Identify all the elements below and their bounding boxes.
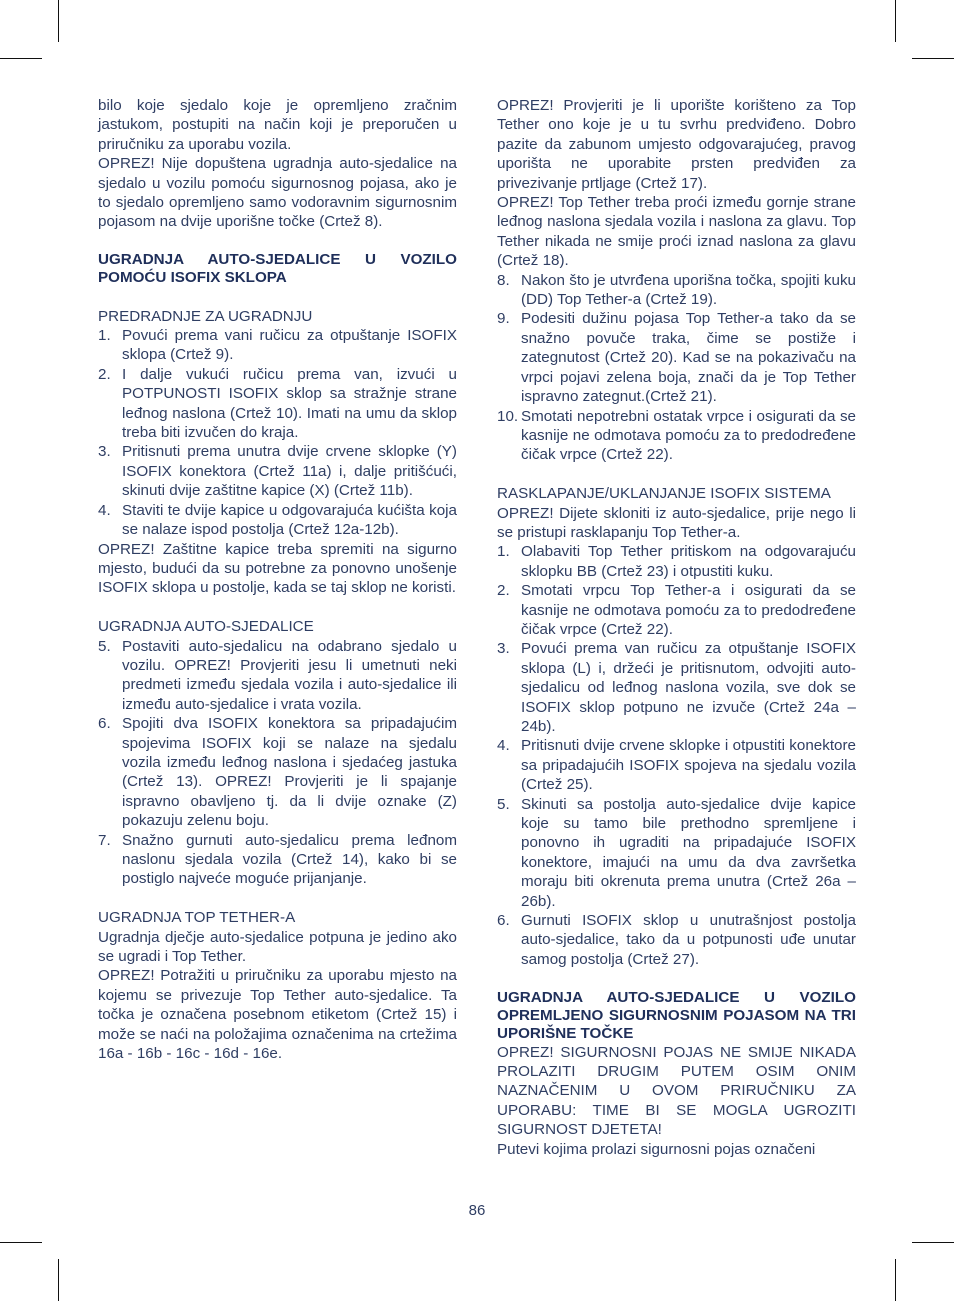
- list-item: 6. Gurnuti ISOFIX sklop u unutrašnjost postolja auto-sjedalice, tako da u potpunosti uđe unutar samog postolja (Crtež 27).: [497, 912, 856, 968]
- removal-steps: [497, 542, 856, 969]
- caution-paragraph: OPREZ! Top Tether treba proći između gornje strane leđnog naslona sjedala vozila i naslona za glavu. Top Tether nikada ne smije proći iznad naslona za glavu (Crtež 18).: [497, 194, 856, 270]
- list-item: 5. Postaviti auto-sjedalicu na odabrano sjedalo u vozilu. OPREZ! Provjeriti jesu li umetnuti neki predmeti između sjedala vozila i auto-sjedalice ili između auto-sjedalice i vrata vozila.: [98, 637, 457, 713]
- caution-paragraph: OPREZ! Nije dopuštena ugradnja auto-sjedalice na sjedalo u vozilu pomoću sigurnosnog pojasa, ako je to sjedalo opremljeno samo vodoravnim sigurnosnim pojasom na dvije uporišne točke (Crtež 8).: [98, 155, 457, 231]
- caution-paragraph: OPREZ! SIGURNOSNI POJAS NE SMIJE NIKADA PROLAZITI DRUGIM PUTEM OSIM ONIM NAZNAČENIM U OVOM PRIRUČNIKU ZA UPORABU: TIME BI SE MOGLA UGROZITI SIGURNOST DJETETA!: [497, 1043, 856, 1139]
- list-item: 4. Pritisnuti dvije crvene sklopke i otpustiti konektore sa pripadajućih ISOFIX spojeva na sjedalu vozila (Crtež 25).: [497, 737, 856, 794]
- list-item: 2. Smotati vrpcu Top Tether-a i osigurati da se kasnije ne odmotava pomoću za to predodređene čičak vrpce (Crtež 22).: [497, 582, 856, 638]
- caution-paragraph: OPREZ! Provjeriti je li uporište korišteno za Top Tether ono koje je u tu svrhu predviđeno. Dobro pazite da zabunom umjesto odgovarajućeg, pravog uporišta ne uporabite prsten predviđen za privezivanje prtljage (Crtež 17).: [497, 97, 856, 192]
- subheading-removal: RASKLAPANJE/UKLANJANJE ISOFIX SISTEMA: [497, 485, 831, 503]
- section-heading-isofix: UGRADNJA AUTO-SJEDALICE U VOZILO POMOĆU ISOFIX SKLOPA: [98, 251, 457, 287]
- list-item: 5. Skinuti sa postolja auto-sjedalice dvije kapice koje su tamo bile prethodno spremljene i ponovno ih ugraditi na pripadajuće ISOFIX konektore, imajući na umu da dva završetka moraju biti okrenuta prema unutra (Crtež 26a – 26b).: [497, 795, 856, 910]
- subheading-top-tether: UGRADNJA TOP TETHER-A: [98, 909, 296, 927]
- page-number: 86: [468, 1202, 486, 1219]
- crop-mark-br-v: [895, 1259, 896, 1301]
- subheading-installation: UGRADNJA AUTO-SJEDALICE: [98, 618, 314, 636]
- installation-steps: [98, 637, 457, 889]
- list-item: 3. Povući prema van ručicu za otpuštanje ISOFIX sklopa (L) i, držeći je pritisnutom, odvojiti auto-sjedalicu od leđnog naslona vozila, sve dok se ISOFIX sklop potpuno ne izvuče (Crtež 24a – 24b).: [497, 640, 856, 735]
- list-item: 8. Nakon što je utvrđena uporišna točka, spojiti kuku (DD) Top Tether-a (Crtež 19).: [497, 271, 856, 309]
- crop-mark-tr-v: [895, 0, 896, 42]
- intro-paragraph: bilo koje sjedalo koje je opremljeno zračnim jastukom, postupiti na način koji je preporučen u priručniku za uporabu vozila.: [98, 97, 457, 153]
- caution-paragraph: OPREZ! Zaštitne kapice treba spremiti na sigurno mjesto, budući da su potrebne za ponovno unošenje ISOFIX sklopa u postolje, kada se taj sklop ne koristi.: [98, 540, 457, 597]
- caution-paragraph: OPREZ! Potražiti u priručniku za uporabu mjesto na kojemu se privezuje Top Tether auto-sjedalice. Ta točka je označena posebnom etiketom (Crtež 15) i može se naći na položajima označenima na crtežima 16a - 16b - 16c - 16d - 16e.: [98, 967, 457, 1063]
- list-item: 1. Povući prema vani ručicu za otpuštanje ISOFIX sklopa (Crtež 9).: [98, 327, 457, 364]
- crop-mark-br-h: [912, 1242, 954, 1243]
- list-item: 3. Pritisnuti prema unutra dvije crvene sklopke (Y) ISOFIX konektora (Crtež 11a) i, dalje pritišćući, skinuti dvije zaštitne kapice (X) (Crtež 11b).: [98, 443, 457, 500]
- caution-paragraph: OPREZ! Dijete skloniti iz auto-sjedalice, prije nego li se pristupi rasklapanju Top Tether-a.: [497, 504, 856, 541]
- list-item: 4. Staviti te dvije kapice u odgovarajuća kućišta koja se nalaze ispod postolja (Crtež 12a-12b).: [98, 501, 457, 539]
- list-item: 10. Smotati nepotrebni ostatak vrpce i osigurati da se kasnije ne odmotava pomoću za to predodređene čičak vrpce (Crtež 22).: [497, 407, 856, 464]
- closing-line: Putevi kojima prolazi sigurnosni pojas označeni: [497, 1140, 816, 1158]
- crop-mark-bl-v: [58, 1259, 59, 1301]
- tether-steps: [497, 271, 856, 465]
- left-column: [98, 96, 457, 1063]
- tether-paragraph: Ugradnja dječje auto-sjedalice potpuna je jedino ako se ugradi i Top Tether.: [98, 928, 457, 965]
- subheading-preparation: PREDRADNJE ZA UGRADNJU: [98, 307, 313, 325]
- right-column: [497, 96, 856, 1159]
- list-item: 6. Spojiti dva ISOFIX konektora sa pripadajućim spojevima ISOFIX koji se nalaze na sjedalu vozila između leđnog naslona i sjedaćeg jastuka (Crtež 13). OPREZ! Provjeriti je li spajanje ispravno obavljeno tj. da li dvije oznake (Z) pokazuju zelenu boju.: [98, 715, 457, 830]
- crop-mark-tl-h: [0, 58, 42, 59]
- section-heading-belt: UGRADNJA AUTO-SJEDALICE U VOZILO OPREMLJENO SIGURNOSNIM POJASOM NA TRI UPORIŠNE TOČKE: [497, 988, 856, 1042]
- crop-mark-tl-v: [58, 0, 59, 42]
- list-item: 7. Snažno gurnuti auto-sjedalicu prema leđnom naslonu sjedala vozila (Crtež 14), kako bi se postiglo najveće moguće prijanjanje.: [98, 831, 457, 888]
- crop-mark-tr-h: [912, 58, 954, 59]
- list-item: 9. Podesiti dužinu pojasa Top Tether-a tako da se snažno povuče traka, čime se postiže i zategnutost (Crtež 20). Kad se na pokazivaču na vrpci pojavi zelena boja, znači da je Top Tether ispravno zategnut.(Crtež 21).: [497, 310, 856, 406]
- list-item: 1. Olabaviti Top Tether pritiskom na odgovarajuću sklopku BB (Crtež 23) i otpustiti kuku.: [497, 543, 856, 580]
- crop-mark-bl-h: [0, 1242, 42, 1243]
- list-item: 2. I dalje vukući ručicu prema van, izvući u POTPUNOSTI ISOFIX sklop sa stražnje strane leđnog naslona (Crtež 10). Imati na umu da sklop treba biti izvučen do kraja.: [98, 365, 457, 442]
- preparation-steps: [98, 326, 457, 539]
